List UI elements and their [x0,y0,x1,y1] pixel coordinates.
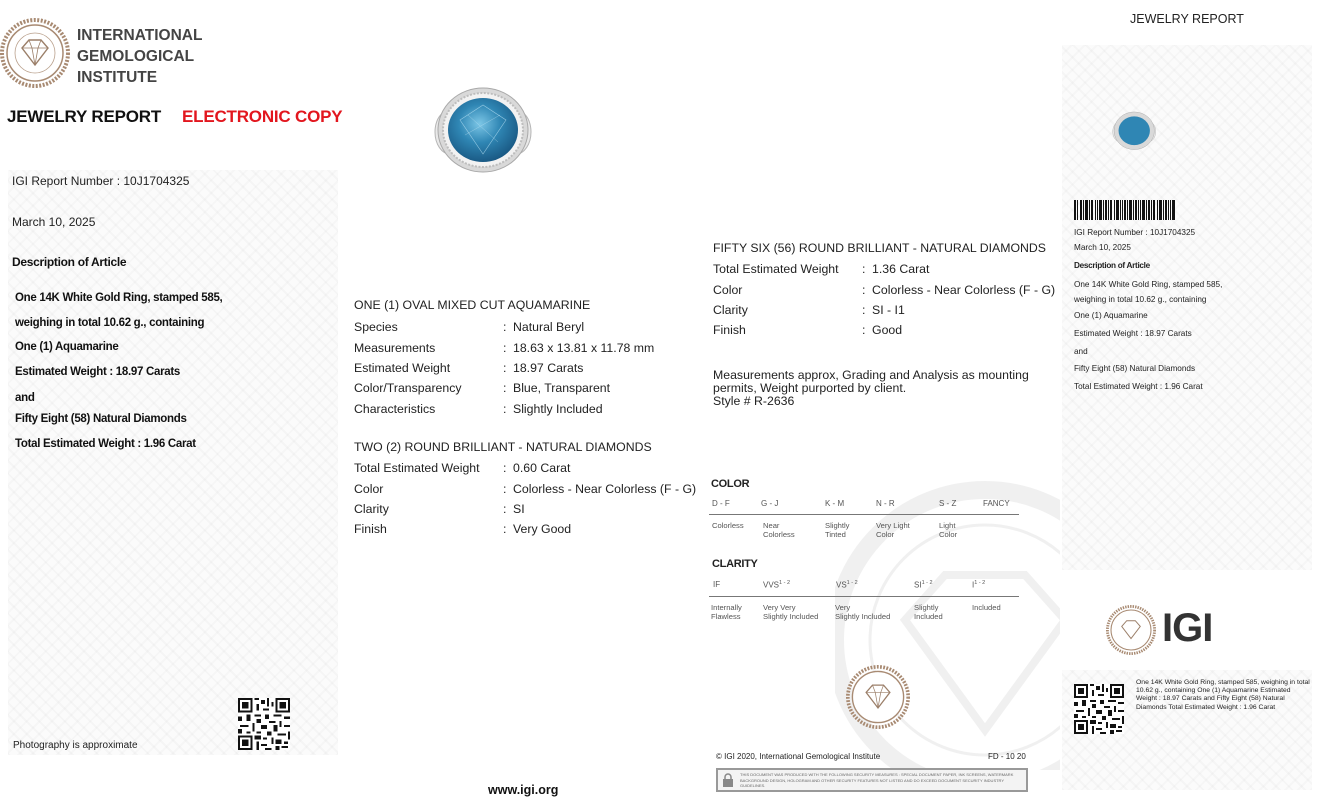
stub-description-line: One 14K White Gold Ring, stamped 585, [1074,280,1223,289]
row-label: Color [713,283,743,297]
stub-description-line: and [1074,347,1088,356]
qr-code [238,698,290,750]
igi-seal-stamp [846,665,910,729]
clarity-grade-sup: 1 - 2 [974,580,986,586]
igi-seal-logo [0,18,70,88]
electronic-copy-label: ELECTRONIC COPY [182,107,343,126]
color-grade: G - J [761,499,779,508]
melee-diamonds-heading: FIFTY SIX (56) ROUND BRILLIANT - NATURAL DIAMONDS [713,241,1046,255]
stub-report-number: IGI Report Number : 10J1704325 [1074,228,1196,237]
color-description: Light Color [939,521,958,539]
website-link[interactable]: www.igi.org [488,783,559,797]
clarity-grade [836,580,858,590]
description-line: Total Estimated Weight : 1.96 Carat [15,438,196,450]
row-value: SI [513,502,525,516]
clarity-grade-main: VS [836,580,847,590]
org-name-line-3: INSTITUTE [77,69,158,86]
color-description: Slightly Tinted [825,521,850,539]
clarity-grade-sup: 1 - 2 [921,580,933,586]
security-notice [716,768,1028,792]
clarity-grade [914,580,933,590]
row-value: 1.36 Carat [872,262,930,276]
clarity-grade-main: SI [914,580,922,590]
description-line: weighing in total 10.62 g., containing [15,317,205,329]
row-label: Color [354,482,384,496]
row-label: Color/Transparency [354,381,462,395]
stub-description-line: Total Estimated Weight : 1.96 Carat [1074,382,1203,391]
photo-note: Photography is approximate [13,740,138,751]
clarity-grade [972,580,985,590]
row-label: Finish [354,522,387,536]
color-description: Very Light Color [876,521,910,539]
stub-date: March 10, 2025 [1074,243,1131,252]
row-value: Slightly Included [513,402,603,416]
row-label: Total Estimated Weight [354,461,480,475]
comment-line: Measurements approx, Grading and Analysis as mounting [713,368,1029,382]
stub-ring-photo [1106,108,1162,158]
org-name-line-1: INTERNATIONAL [77,27,203,44]
color-grade: S - Z [939,499,957,508]
clarity-description: Internally Flawless [711,603,742,621]
clarity-description: Included [972,603,1001,612]
aquamarine-heading: ONE (1) OVAL MIXED CUT AQUAMARINE [354,298,591,312]
color-scale-rule [709,514,1019,515]
clarity-scale-heading: CLARITY [712,558,758,570]
stub-description-heading: Description of Article [1074,261,1150,270]
form-code: FD - 10 20 [988,752,1026,761]
row-label: Clarity [354,502,389,516]
row-value: 0.60 Carat [513,461,571,475]
report-number: IGI Report Number : 10J1704325 [12,174,190,188]
color-grade: FANCY [983,499,1010,508]
stub-summary: One 14K White Gold Ring, stamped 585, weighing in total 10.62 g., containing One (1) Aquamarine Estimated Weight : 18.97 Carats and Fifty Eight (58) Natural Diamonds Total Estimated Weight : 1.96 Carat [1136,679,1310,711]
row-label: Total Estimated Weight [713,262,839,276]
row-label: Species [354,320,398,334]
stub-description-line: Fifty Eight (58) Natural Diamonds [1074,364,1196,373]
clarity-grade [763,580,790,590]
org-name [77,25,202,88]
description-line: and [15,392,35,404]
color-grade: N - R [876,499,895,508]
lock-icon [721,773,735,788]
description-line: Estimated Weight : 18.97 Carats [15,366,180,378]
row-value: SI - I1 [872,303,905,317]
row-label: Finish [713,323,746,337]
row-label: Measurements [354,341,436,355]
color-grade: K - M [825,499,845,508]
stub-description-line: One (1) Aquamarine [1074,311,1148,320]
right-report-title: JEWELRY REPORT [1130,12,1244,26]
row-value: Colorless - Near Colorless (F - G) [513,482,697,496]
stub-brand: IGI [1162,606,1213,650]
row-label: Estimated Weight [354,361,451,375]
side-diamonds-heading: TWO (2) ROUND BRILLIANT - NATURAL DIAMONDS [354,440,652,454]
copyright: © IGI 2020, International Gemological Institute [716,752,881,761]
stub-description-line: weighing in total 10.62 g., containing [1074,295,1207,304]
report-date: March 10, 2025 [12,215,96,229]
description-line: One 14K White Gold Ring, stamped 585, [15,292,223,304]
clarity-description: Very Very Slightly Included [763,603,819,621]
comment-line: permits, Weight purported by client. [713,381,907,395]
row-value: 18.63 x 13.81 x 11.78 mm [513,341,655,355]
row-label: Characteristics [354,402,436,416]
clarity-grade-main: IF [713,580,721,589]
report-title: JEWELRY REPORT [7,107,162,126]
clarity-grade [713,580,720,589]
description-line: One (1) Aquamarine [15,341,119,353]
description-line: Fifty Eight (58) Natural Diamonds [15,413,187,425]
stub-igi-seal [1106,605,1156,655]
row-value: Good [872,323,903,337]
stub-security-background-top [1062,45,1312,570]
clarity-scale-rule [709,596,1019,597]
clarity-description: Very Slightly Included [835,603,891,621]
row-label: Clarity [713,303,748,317]
row-value: 18.97 Carats [513,361,584,375]
clarity-description: Slightly Included [914,603,943,621]
stub-qr-code [1074,684,1124,734]
description-heading: Description of Article [12,255,127,269]
row-value: Natural Beryl [513,320,585,334]
clarity-grade-sup: 1 - 2 [779,580,791,586]
stub-description-line: Estimated Weight : 18.97 Carats [1074,329,1192,338]
barcode [1074,200,1176,220]
security-text: THIS DOCUMENT WAS PRODUCED WITH THE FOLLOWING SECURITY MEASURES : SPECIAL DOCUMENT PAPER, INK SCREENS, WATERMARK BACKGROUND DESIGN, HOLOGRAM AND OTHER SECURITY FEATURES NOT LISTED AND DO EXCEED DOCUMENT SECURITY INDUSTRY GUIDELINES. [740,772,1014,788]
org-name-line-2: GEMOLOGICAL [77,48,195,65]
comments [713,369,1029,408]
color-grade: D - F [712,499,730,508]
color-description: Colorless [712,521,744,530]
clarity-grade-main: VVS [763,580,780,590]
row-value: Very Good [513,522,572,536]
row-value: Colorless - Near Colorless (F - G) [872,283,1056,297]
color-description: Near Colorless [763,521,795,539]
comment-line: Style # R-2636 [713,394,795,408]
ring-photo [420,80,545,190]
color-scale-heading: COLOR [711,478,750,490]
clarity-grade-sup: 1 - 2 [846,580,858,586]
row-value: Blue, Transparent [513,381,611,395]
clarity-grade-main: I [972,580,975,590]
